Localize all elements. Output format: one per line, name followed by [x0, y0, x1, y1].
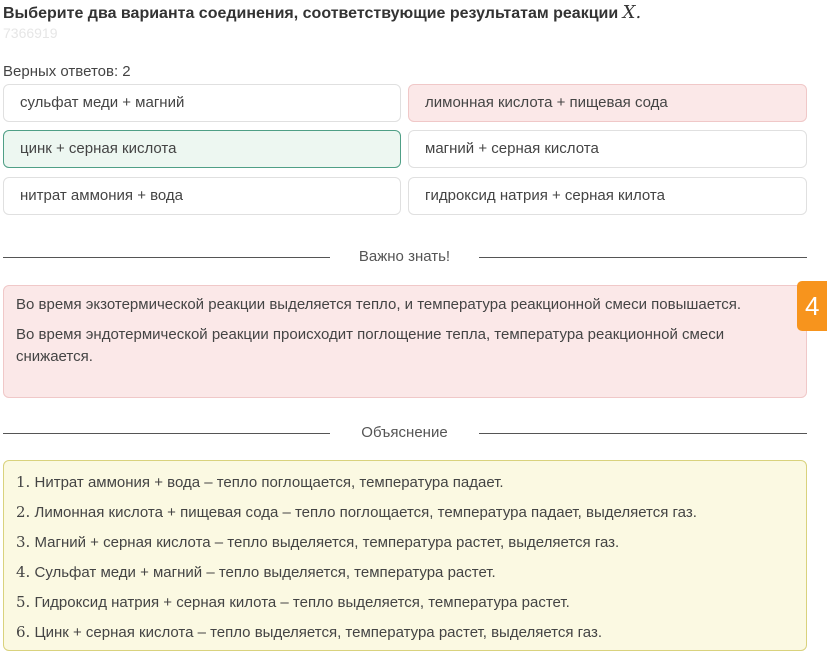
- important-paragraph: Во время эндотермической реакции происходит поглощение тепла, температура реакционной смеси снижается.: [16, 326, 725, 365]
- question-title: [3, 2, 641, 23]
- option-label: нитрат аммония + вода: [20, 187, 184, 204]
- item-text: Цинк + серная кислота – тепло выделяется, температура растет, выделяется газ.: [34, 624, 603, 641]
- important-box: [3, 285, 807, 398]
- question-text: Выберите два варианта соединения, соответствующие результатам реакции: [3, 5, 619, 22]
- option-copper-sulfate-magnesium[interactable]: [3, 84, 401, 122]
- explanation-item: [16, 617, 794, 647]
- item-text: Нитрат аммония + вода – тепло поглощается, температура падает.: [34, 474, 504, 491]
- item-text: Сульфат меди + магний – тепло выделяется, температура растет.: [34, 564, 496, 581]
- item-number: 5.: [16, 593, 31, 611]
- explanation-item: [16, 497, 794, 527]
- item-number: 3.: [16, 533, 31, 551]
- question-id: 7366919: [3, 25, 58, 41]
- option-label: цинк + серная кислота: [20, 140, 177, 157]
- item-number: 4.: [16, 563, 31, 581]
- answers-count: Верных ответов: 2: [3, 63, 131, 80]
- explanation-heading: Объяснение: [361, 424, 448, 441]
- item-text: Лимонная кислота + пищевая сода – тепло поглощается, температура падает, выделяется газ.: [34, 504, 697, 521]
- side-tab-label: 4: [805, 291, 820, 321]
- side-tab[interactable]: [797, 281, 827, 331]
- item-number: 1.: [16, 473, 31, 491]
- option-citric-acid-baking-soda[interactable]: [408, 84, 807, 122]
- option-label: гидроксид натрия + серная килота: [425, 187, 665, 204]
- important-paragraph: Во время экзотермической реакции выделяется тепло, и температура реакционной смеси повышается.: [16, 296, 742, 313]
- item-text: Гидроксид натрия + серная килота – тепло выделяется, температура растет.: [34, 594, 570, 611]
- option-label: сульфат меди + магний: [20, 94, 185, 111]
- question-variable: X.: [622, 2, 642, 23]
- explanation-box: [3, 460, 807, 651]
- explanation-item: [16, 467, 794, 497]
- important-heading: Важно знать!: [358, 248, 451, 265]
- divider-left: [3, 257, 330, 258]
- option-label: магний + серная кислота: [425, 140, 599, 157]
- explanation-item: [16, 557, 794, 587]
- divider-left: [3, 433, 330, 434]
- option-magnesium-sulfuric-acid[interactable]: [408, 130, 807, 168]
- option-sodium-hydroxide-sulfuric-acid[interactable]: [408, 177, 807, 215]
- option-label: лимонная кислота + пищевая сода: [425, 94, 668, 111]
- explanation-item: [16, 527, 794, 557]
- option-zinc-sulfuric-acid[interactable]: [3, 130, 401, 168]
- item-text: Магний + серная кислота – тепло выделяется, температура растет, выделяется газ.: [34, 534, 620, 551]
- item-number: 6.: [16, 623, 31, 641]
- option-ammonium-nitrate-water[interactable]: [3, 177, 401, 215]
- divider-right: [479, 257, 807, 258]
- explanation-item: [16, 587, 794, 617]
- item-number: 2.: [16, 503, 31, 521]
- divider-right: [479, 433, 807, 434]
